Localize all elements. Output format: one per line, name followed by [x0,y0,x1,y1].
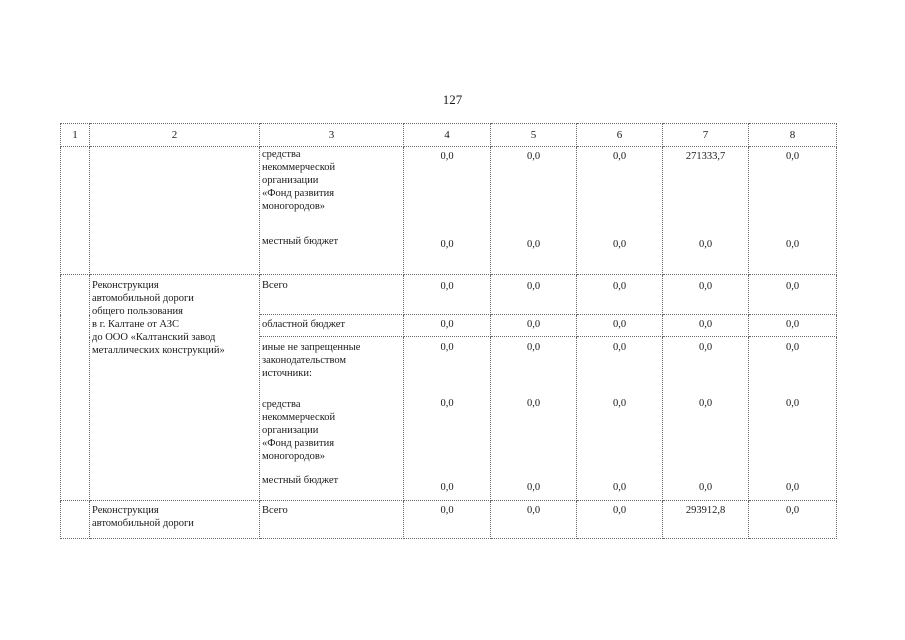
value: 0,0 [440,239,454,250]
value-cell [577,501,663,539]
value: 0,0 [698,342,713,353]
value: 0,0 [612,342,627,353]
value: 0,0 [785,151,800,162]
value: 0,0 [612,281,627,292]
value-cell [577,275,663,315]
value: 0,0 [440,482,454,493]
value: 0,0 [785,281,800,292]
value: 0,0 [612,239,627,250]
column-header: 5 [491,124,577,147]
source-cell [260,147,404,275]
value: 0,0 [526,342,541,353]
source-cell [260,315,404,337]
page-number: 127 [442,92,463,107]
value: 0,0 [785,505,800,516]
value-cell [491,275,577,315]
row-number-cell [61,501,90,539]
value-cell [577,337,663,501]
value: 0,0 [612,319,627,330]
value: 0,0 [612,398,627,409]
row-number-cell [61,275,90,501]
value: 0,0 [785,319,800,330]
value: 0,0 [526,319,541,330]
budget-table [60,123,837,539]
value: 0,0 [526,281,541,292]
funding-source: средства некоммерческой организации «Фонд развития моногородов» [262,149,336,212]
funding-source: местный бюджет [262,236,339,247]
value-cell [404,275,491,315]
value-cell [663,501,749,539]
table-header-row [61,124,837,147]
row-number-cell [61,147,90,275]
value-cell [404,337,491,501]
source-cell [260,275,404,315]
value: 0,0 [440,505,454,516]
value-cell [749,315,837,337]
value: 293912,8 [685,505,726,516]
value: 0,0 [440,342,454,353]
table-row [61,501,837,539]
funding-source: местный бюджет [262,475,339,486]
object-name-cell [90,275,260,501]
value: 271333,7 [685,151,726,162]
value-cell [491,315,577,337]
table-row [61,147,837,275]
column-header: 3 [260,124,404,147]
value-cell [749,275,837,315]
value: 0,0 [785,342,800,353]
column-header: 2 [90,124,260,147]
value: 0,0 [440,281,454,292]
value: 0,0 [698,482,713,493]
value: 0,0 [440,319,454,330]
value-cell [577,315,663,337]
value-cell [404,147,491,275]
funding-source: Всего [262,505,288,516]
value: 0,0 [698,239,713,250]
object-name: Реконструкция автомобильной дороги [92,505,194,529]
table-row [61,275,837,315]
value-cell [404,315,491,337]
value: 0,0 [612,482,627,493]
value-cell [749,337,837,501]
value: 0,0 [526,239,541,250]
value: 0,0 [698,319,713,330]
value-cell [491,501,577,539]
object-name-cell [90,147,260,275]
value: 0,0 [526,482,541,493]
funding-source: Всего [262,280,288,291]
value-cell [663,315,749,337]
value-cell [491,147,577,275]
object-name: Реконструкция автомобильной дороги общего пользования в г. Калтане от АЗС до ООО «Калтанский завод металлических конструкций» [92,280,225,356]
source-cell [260,501,404,539]
column-header: 6 [577,124,663,147]
value-cell [663,337,749,501]
value: 0,0 [785,398,800,409]
value-cell [577,147,663,275]
value-cell [663,275,749,315]
value: 0,0 [526,398,541,409]
value: 0,0 [785,239,800,250]
value-cell [749,501,837,539]
value: 0,0 [785,482,800,493]
column-header: 4 [404,124,491,147]
object-name-cell [90,501,260,539]
funding-source: областной бюджет [262,319,345,330]
funding-source: средства некоммерческой организации «Фонд развития моногородов» [262,399,336,462]
value: 0,0 [612,151,627,162]
value: 0,0 [440,151,454,162]
value-cell [663,147,749,275]
source-cell [260,337,404,501]
value: 0,0 [698,398,713,409]
value: 0,0 [526,151,541,162]
column-header: 7 [663,124,749,147]
column-header: 1 [61,124,90,147]
value: 0,0 [612,505,627,516]
funding-source: иные не запрещенные законодательством источники: [262,342,361,379]
value-cell [749,147,837,275]
value: 0,0 [698,281,713,292]
value: 0,0 [526,505,541,516]
value: 0,0 [440,398,454,409]
value-cell [491,337,577,501]
value-cell [404,501,491,539]
column-header: 8 [749,124,837,147]
